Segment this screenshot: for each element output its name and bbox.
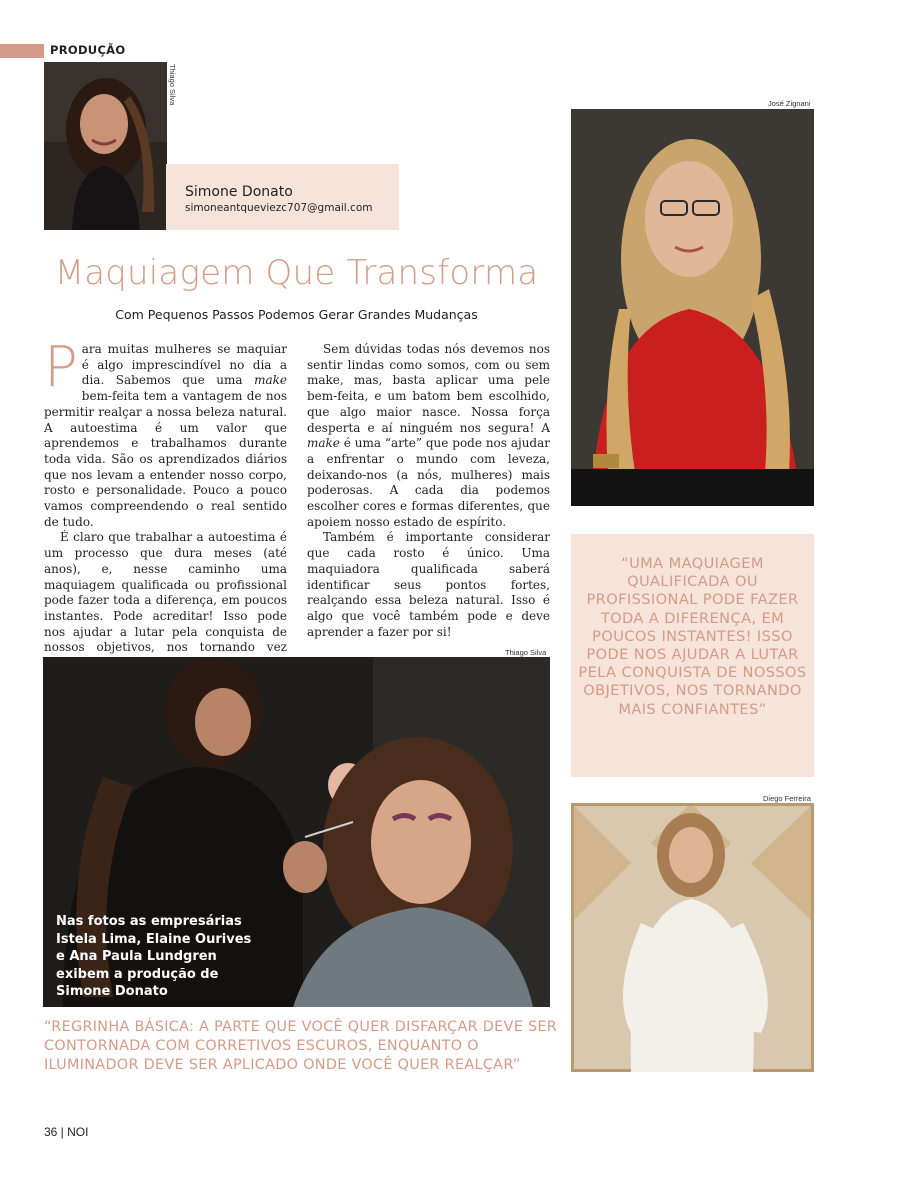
drop-cap: P: [44, 335, 78, 400]
top-photo-credit: José Zignani: [768, 99, 811, 108]
author-name: Simone Donato: [185, 184, 293, 200]
bottom-photo-credit: Diego Ferreira: [763, 794, 811, 803]
section-label: PRODUÇÃO: [50, 43, 126, 57]
page-footer: 36 | NOI: [44, 1125, 89, 1139]
middle-photo-credit: Thiago Silva: [505, 648, 547, 657]
photo-caption-text: Nas fotos as empresárias Istela Lima, Elaine Ourives e Ana Paula Lundgren exibem a produção de Simone Donato: [56, 914, 252, 1000]
article-subtitle: Com Pequenos Passos Podemos Gerar Grandes Mudanças: [115, 307, 478, 322]
section-accent-bar: [0, 44, 44, 58]
author-photo: [44, 62, 167, 230]
paragraph-2: É claro que trabalhar a autoestima é um processo que dura meses (até anos), e, nesse caminho uma maquiagem qualificada ou profissional pode fazer toda a diferença, em poucos instantes. Pode acreditar! Isso pode nos ajudar a lutar pela conquista de nossos objetivos, nos tornando vez: [44, 530, 287, 655]
body-column-1: [44, 335, 287, 672]
portrait-photo-white-dress: [571, 803, 814, 1072]
paragraph-3-start: Sem dúvidas todas nós devemos nos sentir lindas como somos, com ou sem make, mas, basta aplicar uma pele bem-feita, e um batom bem escolhido, que algo maior nasce. Nossa força desperta e aí ninguém nos segura! A: [307, 342, 550, 435]
paragraph-3-emphasis: make: [307, 436, 340, 451]
portrait-photo-red-blazer: [571, 109, 814, 506]
author-email: simoneantqueviezc707@gmail.com: [185, 202, 373, 214]
pull-quote: “UMA MAQUIAGEM QUALIFICADA OU PROFISSIONAL PODE FAZER TODA A DIFERENÇA, EM POUCOS INSTANTES! ISSO PODE NOS AJUDAR A LUTAR PELA CONQUISTA DE NOSSOS OBJETIVOS, NOS TORNANDO MAIS CONFIANTES”: [578, 555, 807, 718]
paragraph-1-emphasis: make: [254, 373, 287, 388]
author-photo-credit: Thiago Silva: [168, 64, 177, 106]
paragraph-3-end: é uma “arte” que pode nos ajudar a enfrentar o mundo com leveza, deixando-nos (a nós, mulheres) mais poderosas. A cada dia podemos escolher cores e formas diferentes, que apoiem nosso estado de espírito.: [307, 436, 550, 529]
paragraph-1-end: bem-feita tem a vantagem de nos permitir realçar a nossa beleza natural. A autoestima é um valor que aprendemos e trabalhamos durante toda vida. São os aprendizados diários que nos levam a entender nosso corpo, rosto e personalidade. Pouco a pouco vamos compreendendo o real sentido de tudo.: [44, 389, 287, 529]
article-title: Maquiagem Que Transforma: [54, 253, 539, 293]
body-column-2: [307, 342, 550, 640]
paragraph-4: Também é importante considerar que cada rosto é único. Uma maquiadora qualificada saberá identificar seus pontos fortes, realçando essa beleza natural. Isso é algo que você também pode e deve aprender a fazer por si!: [307, 530, 550, 639]
bottom-pull-quote: “REGRINHA BÁSICA: A PARTE QUE VOCÊ QUER DISFARÇAR DEVE SER CONTORNADA COM CORRETIVOS ESCUROS, ENQUANTO O ILUMINADOR DEVE SER APLICADO ONDE VOCÊ QUER REALÇAR”: [44, 1019, 558, 1074]
paragraph-1-start: ara muitas mulheres se maquiar é algo imprescindível no dia a dia. Sabemos que uma: [81, 342, 287, 388]
photo-caption: [56, 913, 256, 1001]
